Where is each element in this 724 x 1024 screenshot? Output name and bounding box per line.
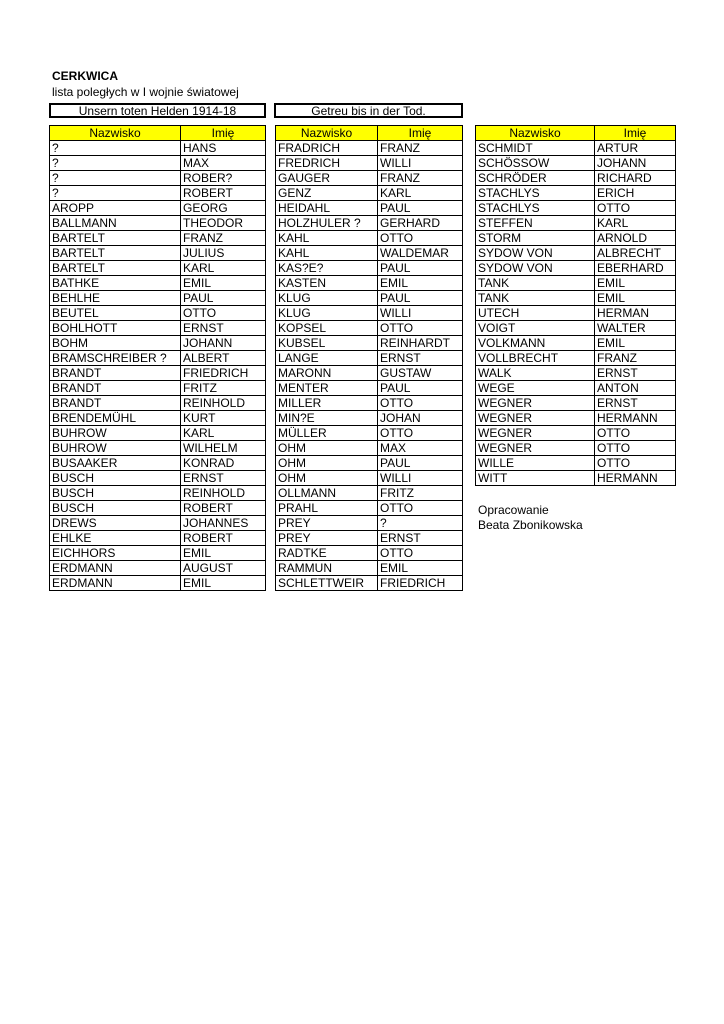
firstname-cell: FRIEDRICH (181, 366, 266, 381)
surname-cell: RADTKE (276, 546, 378, 561)
firstname-cell: EMIL (181, 276, 266, 291)
firstname-cell: PAUL (378, 201, 463, 216)
surname-cell: WEGNER (476, 426, 595, 441)
table-row (476, 471, 676, 486)
surname-cell: MENTER (276, 381, 378, 396)
firstname-cell: EMIL (595, 291, 676, 306)
surname-cell: UTECH (476, 306, 595, 321)
table-row (50, 306, 266, 321)
table-row (50, 501, 266, 516)
firstname-cell: WILLI (378, 306, 463, 321)
firstname-cell: THEODOR (181, 216, 266, 231)
firstname-cell: OTTO (378, 396, 463, 411)
table-row (276, 381, 463, 396)
table-row (276, 201, 463, 216)
firstname-cell: ERNST (378, 351, 463, 366)
surname-cell: VOLKMANN (476, 336, 595, 351)
surname-cell: ERDMANN (50, 576, 181, 591)
table-row (276, 531, 463, 546)
surname-cell: MÜLLER (276, 426, 378, 441)
firstname-cell: PAUL (378, 291, 463, 306)
table-row (50, 171, 266, 186)
surname-header: Nazwisko (476, 126, 595, 141)
surname-cell: MILLER (276, 396, 378, 411)
firstname-cell: AUGUST (181, 561, 266, 576)
surname-cell: WILLE (476, 456, 595, 471)
surname-cell: WEGNER (476, 411, 595, 426)
firstname-cell: KARL (181, 426, 266, 441)
surname-header: Nazwisko (276, 126, 378, 141)
surname-cell: BRENDEMÜHL (50, 411, 181, 426)
table-row (476, 201, 676, 216)
surname-cell: KAS?E? (276, 261, 378, 276)
table-row (50, 426, 266, 441)
firstname-cell: FRANZ (378, 171, 463, 186)
table-row (276, 546, 463, 561)
firstname-cell: OTTO (595, 456, 676, 471)
table-row (50, 486, 266, 501)
firstname-cell: WALDEMAR (378, 246, 463, 261)
table-row (476, 321, 676, 336)
firstname-cell: FRANZ (181, 231, 266, 246)
table-row (476, 441, 676, 456)
firstname-cell: FRIEDRICH (378, 576, 463, 591)
surname-cell: MARONN (276, 366, 378, 381)
surname-cell: WEGNER (476, 441, 595, 456)
table-row (50, 141, 266, 156)
table-row (276, 501, 463, 516)
table-row (50, 276, 266, 291)
table-row (50, 261, 266, 276)
table-row (276, 396, 463, 411)
table-row (476, 426, 676, 441)
surname-cell: FREDRICH (276, 156, 378, 171)
firstname-header: Imię (595, 126, 676, 141)
table-row (476, 276, 676, 291)
page-subtitle: lista poległych w I wojnie światowej (52, 85, 239, 99)
surname-cell: BARTELT (50, 261, 181, 276)
surname-cell: DREWS (50, 516, 181, 531)
table-row (476, 231, 676, 246)
surname-cell: EHLKE (50, 531, 181, 546)
table-row (276, 306, 463, 321)
surname-cell: WALK (476, 366, 595, 381)
surname-cell: BUHROW (50, 426, 181, 441)
table-row (476, 351, 676, 366)
table-row (276, 441, 463, 456)
table-row (276, 561, 463, 576)
table-row (276, 351, 463, 366)
table-row (476, 141, 676, 156)
memorial-banner-right: Getreu bis in der Tod. (274, 103, 463, 118)
firstname-cell: WALTER (595, 321, 676, 336)
table-row (50, 471, 266, 486)
surname-cell: VOIGT (476, 321, 595, 336)
firstname-cell: KARL (181, 261, 266, 276)
firstname-cell: ERNST (378, 531, 463, 546)
table-row (276, 276, 463, 291)
table-row (476, 456, 676, 471)
firstname-cell: OTTO (378, 546, 463, 561)
table-row (476, 216, 676, 231)
firstname-cell: KONRAD (181, 456, 266, 471)
surname-cell: MIN?E (276, 411, 378, 426)
firstname-cell: OTTO (378, 501, 463, 516)
surname-cell: RAMMUN (276, 561, 378, 576)
surname-cell: BARTELT (50, 231, 181, 246)
firstname-cell: ARNOLD (595, 231, 676, 246)
firstname-cell: OTTO (595, 441, 676, 456)
surname-cell: OLLMANN (276, 486, 378, 501)
table-row (50, 396, 266, 411)
firstname-cell: PAUL (181, 291, 266, 306)
surname-cell: STACHLYS (476, 186, 595, 201)
surname-cell: PREY (276, 531, 378, 546)
firstname-cell: REINHOLD (181, 486, 266, 501)
surname-cell: FRADRICH (276, 141, 378, 156)
firstname-cell: OTTO (378, 321, 463, 336)
table-row (276, 216, 463, 231)
surname-cell: BRANDT (50, 366, 181, 381)
table-row (476, 366, 676, 381)
firstname-cell: EMIL (378, 276, 463, 291)
surname-cell: BUSCH (50, 471, 181, 486)
firstname-cell: FRITZ (181, 381, 266, 396)
surname-cell: AROPP (50, 201, 181, 216)
surname-cell: HOLZHULER ? (276, 216, 378, 231)
surname-cell: STEFFEN (476, 216, 595, 231)
firstname-cell: ROBER? (181, 171, 266, 186)
surname-cell: BOHM (50, 336, 181, 351)
surname-cell: SCHRÖDER (476, 171, 595, 186)
surname-cell: OHM (276, 441, 378, 456)
firstname-cell: FRITZ (378, 486, 463, 501)
table-row (476, 396, 676, 411)
table-row (50, 201, 266, 216)
firstname-cell: ROBERT (181, 186, 266, 201)
table-row (276, 516, 463, 531)
firstname-cell: ERICH (595, 186, 676, 201)
table-row (50, 456, 266, 471)
surname-cell: SCHMIDT (476, 141, 595, 156)
table-row (50, 351, 266, 366)
page-title: CERKWICA (52, 69, 118, 83)
table-row (50, 321, 266, 336)
surname-cell: ? (50, 171, 181, 186)
surname-cell: ? (50, 186, 181, 201)
table-row (476, 246, 676, 261)
surname-cell: TANK (476, 276, 595, 291)
firstname-cell: PAUL (378, 381, 463, 396)
firstname-cell: JOHANN (181, 336, 266, 351)
firstname-cell: EMIL (595, 276, 676, 291)
firstname-cell: JOHAN (378, 411, 463, 426)
table-row (50, 441, 266, 456)
surname-cell: SCHLETTWEIR (276, 576, 378, 591)
surname-cell: KLUG (276, 306, 378, 321)
surname-cell: KAHL (276, 231, 378, 246)
firstname-cell: MAX (378, 441, 463, 456)
surname-cell: BEUTEL (50, 306, 181, 321)
firstname-cell: OTTO (595, 201, 676, 216)
surname-cell: SYDOW VON (476, 261, 595, 276)
firstname-cell: GEORG (181, 201, 266, 216)
firstname-cell: ERNST (595, 396, 676, 411)
surname-cell: ERDMANN (50, 561, 181, 576)
firstname-cell: ERNST (181, 321, 266, 336)
surname-cell: OHM (276, 456, 378, 471)
table-row (50, 246, 266, 261)
surname-cell: ? (50, 156, 181, 171)
table-row (476, 336, 676, 351)
table-row (50, 531, 266, 546)
surname-cell: BUSCH (50, 486, 181, 501)
firstname-header: Imię (181, 126, 266, 141)
firstname-cell: ERNST (181, 471, 266, 486)
firstname-cell: RICHARD (595, 171, 676, 186)
firstname-cell: EBERHARD (595, 261, 676, 276)
surname-cell: KLUG (276, 291, 378, 306)
firstname-cell: ARTUR (595, 141, 676, 156)
surname-cell: BRANDT (50, 396, 181, 411)
table-row (50, 561, 266, 576)
surname-cell: TANK (476, 291, 595, 306)
table-row (476, 261, 676, 276)
table-row (276, 366, 463, 381)
firstname-cell: ALBERT (181, 351, 266, 366)
firstname-cell: GERHARD (378, 216, 463, 231)
firstname-cell: ERNST (595, 366, 676, 381)
surname-cell: BUHROW (50, 441, 181, 456)
firstname-cell: WILLI (378, 156, 463, 171)
surname-cell: STORM (476, 231, 595, 246)
surname-cell: KAHL (276, 246, 378, 261)
table-row (276, 261, 463, 276)
firstname-cell: ALBRECHT (595, 246, 676, 261)
memorial-banner-left: Unsern toten Helden 1914-18 (49, 103, 266, 118)
names-table-3 (475, 125, 676, 486)
firstname-cell: ROBERT (181, 531, 266, 546)
surname-cell: KUBSEL (276, 336, 378, 351)
firstname-cell: ROBERT (181, 501, 266, 516)
firstname-cell: EMIL (181, 546, 266, 561)
table-row (276, 141, 463, 156)
table-row (276, 486, 463, 501)
firstname-cell: JOHANN (595, 156, 676, 171)
firstname-cell: HERMANN (595, 471, 676, 486)
surname-cell: ? (50, 141, 181, 156)
surname-cell: SCHÖSSOW (476, 156, 595, 171)
table-row (50, 156, 266, 171)
firstname-cell: OTTO (595, 426, 676, 441)
firstname-cell: GUSTAW (378, 366, 463, 381)
table-row (476, 411, 676, 426)
surname-cell: WEGE (476, 381, 595, 396)
surname-cell: BARTELT (50, 246, 181, 261)
table-row (476, 156, 676, 171)
firstname-cell: REINHARDT (378, 336, 463, 351)
firstname-cell: KARL (595, 216, 676, 231)
table-row (50, 336, 266, 351)
firstname-cell: FRANZ (595, 351, 676, 366)
table-row (50, 576, 266, 591)
table-row (50, 186, 266, 201)
firstname-cell: HERMAN (595, 306, 676, 321)
surname-cell: GENZ (276, 186, 378, 201)
surname-cell: GAUGER (276, 171, 378, 186)
firstname-cell: OTTO (378, 231, 463, 246)
table-row (476, 291, 676, 306)
firstname-cell: JULIUS (181, 246, 266, 261)
table-row (276, 426, 463, 441)
table-row (276, 456, 463, 471)
firstname-cell: KURT (181, 411, 266, 426)
surname-cell: EICHHORS (50, 546, 181, 561)
table-row (276, 231, 463, 246)
firstname-cell: PAUL (378, 456, 463, 471)
table-row (50, 516, 266, 531)
table-row (276, 246, 463, 261)
table-row (276, 156, 463, 171)
firstname-header: Imię (378, 126, 463, 141)
surname-cell: WITT (476, 471, 595, 486)
firstname-cell: ANTON (595, 381, 676, 396)
firstname-cell: EMIL (595, 336, 676, 351)
author-name: Beata Zbonikowska (478, 518, 583, 532)
firstname-cell: FRANZ (378, 141, 463, 156)
firstname-cell: EMIL (181, 576, 266, 591)
table-row (276, 471, 463, 486)
firstname-cell: WILHELM (181, 441, 266, 456)
surname-cell: VOLLBRECHT (476, 351, 595, 366)
surname-cell: SYDOW VON (476, 246, 595, 261)
table-row (276, 291, 463, 306)
surname-cell: BEHLHE (50, 291, 181, 306)
firstname-cell: HANS (181, 141, 266, 156)
surname-cell: KOPSEL (276, 321, 378, 336)
surname-cell: OHM (276, 471, 378, 486)
surname-cell: BRAMSCHREIBER ? (50, 351, 181, 366)
surname-cell: BOHLHOTT (50, 321, 181, 336)
table-row (276, 321, 463, 336)
firstname-cell: OTTO (181, 306, 266, 321)
firstname-cell: REINHOLD (181, 396, 266, 411)
table-row (276, 411, 463, 426)
surname-cell: LANGE (276, 351, 378, 366)
table-row (50, 231, 266, 246)
table-row (276, 186, 463, 201)
table-row (50, 381, 266, 396)
surname-cell: BATHKE (50, 276, 181, 291)
surname-cell: BALLMANN (50, 216, 181, 231)
table-row (276, 336, 463, 351)
surname-cell: BRANDT (50, 381, 181, 396)
table-row (476, 171, 676, 186)
firstname-cell: PAUL (378, 261, 463, 276)
table-row (476, 381, 676, 396)
firstname-cell: KARL (378, 186, 463, 201)
surname-cell: BUSAAKER (50, 456, 181, 471)
firstname-cell: EMIL (378, 561, 463, 576)
table-row (476, 306, 676, 321)
firstname-cell: ? (378, 516, 463, 531)
surname-cell: WEGNER (476, 396, 595, 411)
names-table-2 (275, 125, 463, 591)
table-row (50, 291, 266, 306)
surname-cell: BUSCH (50, 501, 181, 516)
table-row (50, 411, 266, 426)
firstname-cell: HERMANN (595, 411, 676, 426)
surname-cell: PRAHL (276, 501, 378, 516)
surname-cell: STACHLYS (476, 201, 595, 216)
firstname-cell: JOHANNES (181, 516, 266, 531)
table-row (476, 186, 676, 201)
surname-cell: KASTEN (276, 276, 378, 291)
names-table-1 (49, 125, 266, 591)
firstname-cell: OTTO (378, 426, 463, 441)
surname-cell: PREY (276, 516, 378, 531)
firstname-cell: MAX (181, 156, 266, 171)
table-row (50, 546, 266, 561)
table-row (50, 216, 266, 231)
firstname-cell: WILLI (378, 471, 463, 486)
table-row (276, 576, 463, 591)
author-note-label: Opracowanie (478, 503, 549, 517)
table-row (50, 366, 266, 381)
surname-cell: HEIDAHL (276, 201, 378, 216)
surname-header: Nazwisko (50, 126, 181, 141)
table-row (276, 171, 463, 186)
